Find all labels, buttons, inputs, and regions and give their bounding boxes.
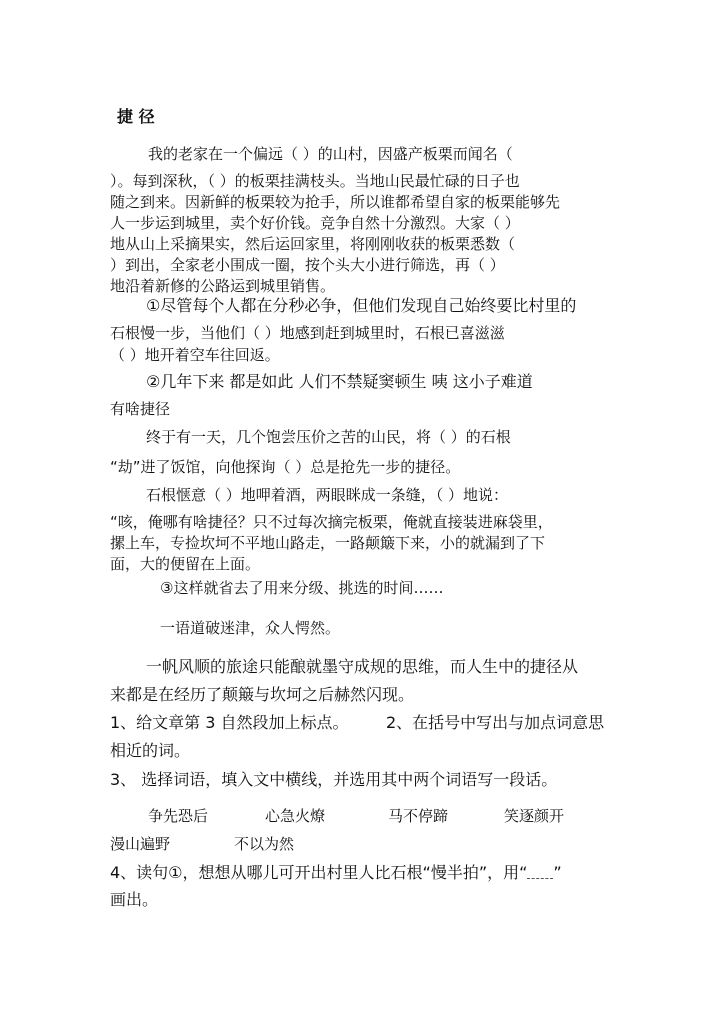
question-2-continued: 相近的词。 [110,741,191,760]
paragraph-4-line: “劫”进了饭馆，向他探询（ ）总是抢先一步的捷径。 [110,458,461,476]
paragraph-8-line: 一帆风顺的旅途只能酿就墨守成规的思维，而人生中的捷径从 [146,657,579,676]
paragraph-2-line: （ ）地开着空车往回返。 [110,346,280,364]
question-1: 1、给文章第 3 自然段加上标点。 [110,713,349,732]
paragraph-5-line: 面，大的便留在上面。 [110,555,261,573]
paragraph-1-line: 随之到来。因新鲜的板栗较为抢手，所以谁都希望自家的板栗能够先 [110,193,561,211]
paragraph-2-line: ①尽管每个人都在分秒必争，但他们发现自己始终要比村里的 [146,296,577,315]
paragraph-8-line: 来都是在经历了颠簸与坎坷之后赫然闪现。 [110,685,415,704]
paragraph-5-line: “咳，俺哪有啥捷径？只不过每次摘完板栗，俺就直接装进麻袋里， [110,513,553,531]
word-choice: 心急火燎 [265,807,326,825]
article-title: 捷 径 [117,107,155,126]
question-4-continued: 画出。 [110,890,159,909]
question-4 [110,863,562,883]
question-2: 2、在括号中写出与加点词意思 [386,713,605,732]
paragraph-5-line: 摞上车，专捡坎坷不平地山路走，一路颠簸下来，小的就漏到了下 [110,534,546,552]
paragraph-1-line: 地从山上采摘果实，然后运回家里，将刚刚收获的板栗悉数（ [110,235,516,253]
word-choice: 争先恐后 [148,807,209,825]
word-choice: 马不停蹄 [388,807,449,825]
paragraph-3-line: 有啥捷径 [110,400,171,418]
paragraph-5-line: 石根惬意（ ）地呷着酒，两眼眯成一条缝，（ ）地说： [146,486,509,504]
word-choice: 漫山遍野 [110,835,171,853]
paragraph-3-line: ②几年下来 都是如此 人们不禁疑窦顿生 咦 这小子难道 [146,372,533,391]
question-4-quote-close: ” [553,863,562,882]
paragraph-1-line: ）到出，全家老小围成一圈，按个头大小进行筛选，再（ ） [110,256,505,274]
wavy-underline-sample [527,868,553,879]
word-choice: 不以为然 [234,835,295,853]
paragraph-1-line: 地沿着新修的公路运到城里销售。 [110,277,336,295]
question-3: 3、 选择词语，填入文中横线，并选用其中两个词语写一段话。 [110,770,558,789]
paragraph-1-line: 人一步运到城里，卖个好价钱。竞争自然十分激烈。大家（ ） [110,214,520,232]
question-4-text: 4、读句①，想想从哪儿可开出村里人比石根“慢半拍”，用“ [110,863,528,882]
paragraph-1-line: 我的老家在一个偏远（ ）的山村，因盛产板栗而闻名（ [148,145,513,163]
paragraph-2-line: 石根慢一步，当他们（ ）地感到赶到城里时，石根已喜滋滋 [110,324,505,342]
paragraph-1-line: ）。每到深秋，（ ）的板栗挂满枝头。当地山民最忙碌的日子也 [110,172,520,190]
paragraph-6: ③这样就省去了用来分级、挑选的时间…… [160,579,444,597]
word-choice: 笑逐颜开 [504,807,565,825]
paragraph-7: 一语道破迷津，众人愕然。 [160,619,341,637]
paragraph-4-line: 终于有一天，几个饱尝压价之苦的山民，将（ ）的石根 [146,428,511,446]
